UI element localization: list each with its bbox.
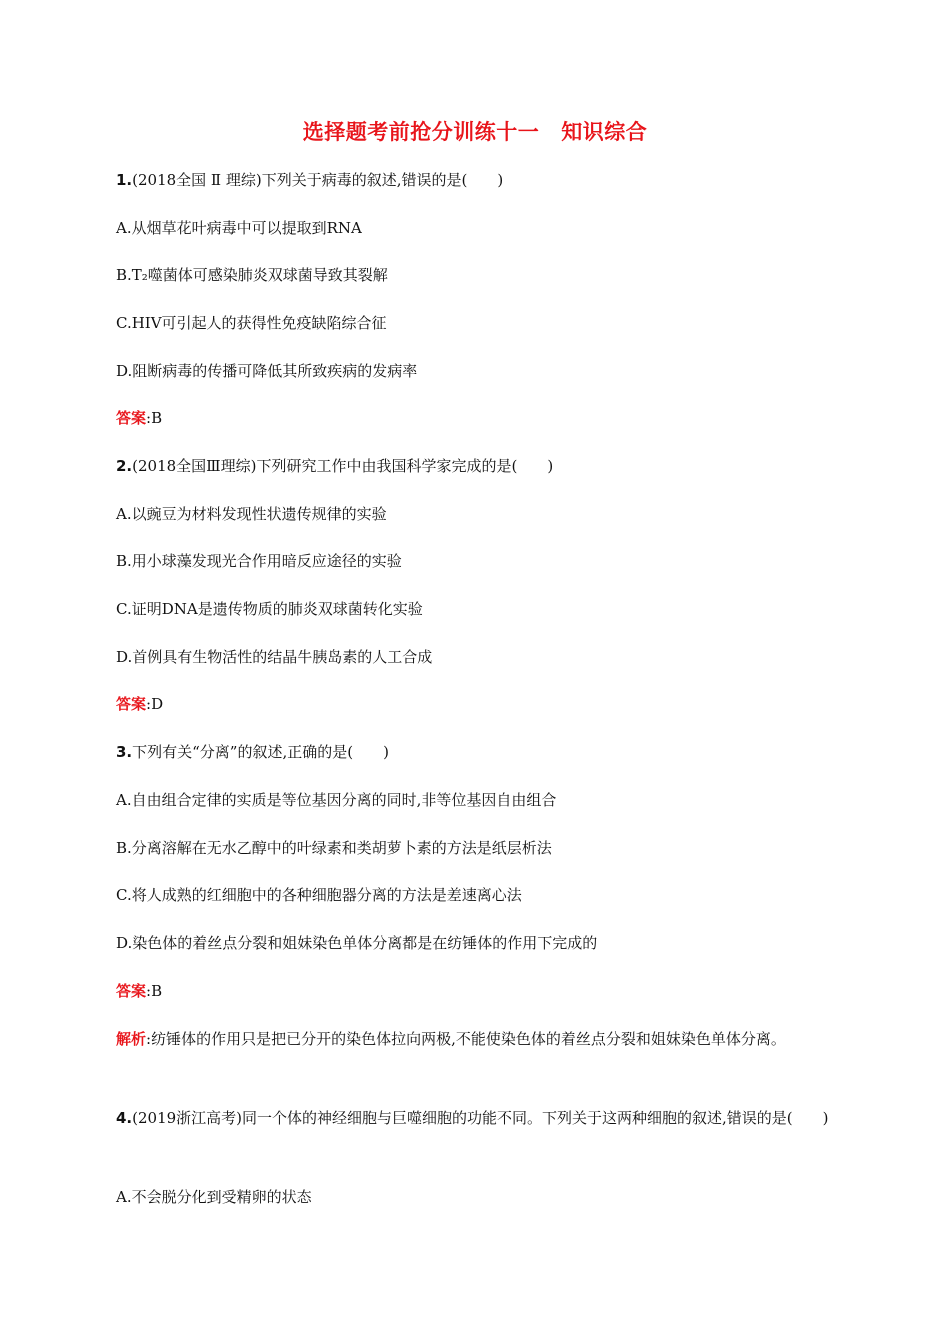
question-1-option-c: C.HIV可引起人的获得性免疫缺陷综合征 [116,314,387,332]
answer-label: 答案 [116,409,147,427]
answer-label: 答案 [116,695,147,713]
answer-value: :D [146,695,164,713]
question-1-answer [116,406,836,430]
question-1-stem [116,168,836,192]
analysis-label: 解析 [116,1030,147,1048]
question-number: 1. [116,171,133,189]
question-2-option-d: D.首例具有生物活性的结晶牛胰岛素的人工合成 [116,648,433,666]
question-2-stem [116,454,836,478]
question-3-analysis [116,1023,836,1055]
question-1-option-b: B.T₂噬菌体可感染肺炎双球菌导致其裂解 [116,266,388,284]
question-2-option-a: A.以豌豆为材料发现性状遗传规律的实验 [116,505,387,523]
answer-label: 答案 [116,982,147,1000]
question-2-answer [116,692,836,716]
question-2-option-b: B.用小球藻发现光合作用暗反应途径的实验 [116,552,402,570]
question-2-option-c: C.证明DNA是遗传物质的肺炎双球菌转化实验 [116,600,423,618]
title-main: 选择题考前抢分训练十一 [302,120,540,144]
title-sub: 知识综合 [561,120,648,144]
page-title [0,116,950,146]
question-4-option-a: A.不会脱分化到受精卵的状态 [116,1188,312,1206]
question-number: 2. [116,457,133,475]
answer-value: :B [146,409,163,427]
answer-value: :B [146,982,163,1000]
question-3-option-d: D.染色体的着丝点分裂和姐妹染色单体分离都是在纺锤体的作用下完成的 [116,934,598,952]
question-number: 4. [116,1109,133,1127]
question-4-stem [116,1102,836,1134]
question-3-option-a: A.自由组合定律的实质是等位基因分离的同时,非等位基因自由组合 [116,791,557,809]
question-3-option-b: B.分离溶解在无水乙醇中的叶绿素和类胡萝卜素的方法是纸层析法 [116,839,552,857]
question-1-option-a: A.从烟草花叶病毒中可以提取到RNA [116,219,362,237]
question-1-option-d: D.阻断病毒的传播可降低其所致疾病的发病率 [116,362,418,380]
question-3-stem [116,740,836,764]
question-text: (2018全国Ⅲ理综)下列研究工作中由我国科学家完成的是( ) [132,457,554,475]
question-text: (2018全国 Ⅱ 理综)下列关于病毒的叙述,错误的是( ) [132,171,504,189]
analysis-text: :纺锤体的作用只是把已分开的染色体拉向两极,不能使染色体的着丝点分裂和姐妹染色单体分离。 [146,1030,786,1048]
question-3-option-c: C.将人成熟的红细胞中的各种细胞器分离的方法是差速离心法 [116,886,522,904]
question-text: (2019浙江高考)同一个体的神经细胞与巨噬细胞的功能不同。下列关于这两种细胞的叙述,错误的是( ) [132,1109,829,1127]
question-number: 3. [116,743,133,761]
question-3-answer [116,979,836,1003]
question-text: 下列有关“分离”的叙述,正确的是( ) [132,743,389,761]
